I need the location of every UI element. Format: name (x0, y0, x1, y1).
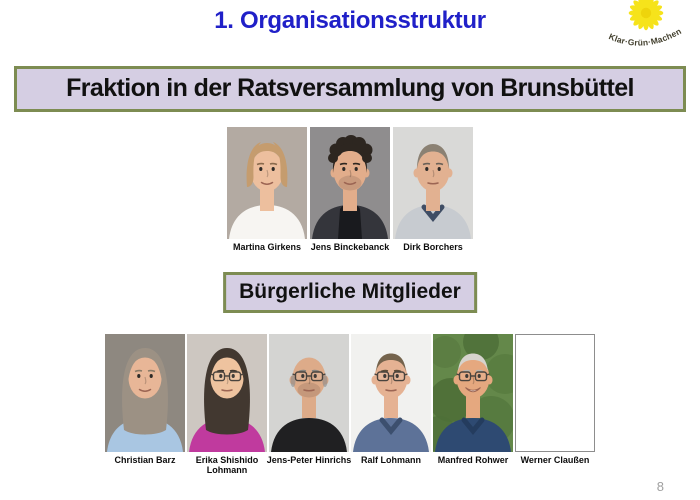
fraktion-header-box (14, 66, 686, 112)
member-name: Jens-Peter Hinrichs (266, 455, 352, 465)
buergerliche-photo-row (0, 334, 700, 476)
member-name: Manfred Rohwer (437, 455, 509, 465)
member-photo (105, 334, 185, 452)
logo-motto-text: Klar·Grün·Machen (607, 25, 684, 48)
buergerliche-header-label: Bürgerliche Mitglieder (239, 280, 461, 303)
party-sunflower-logo (594, 0, 694, 66)
member-name: Erika Shishido Lohmann (195, 455, 259, 476)
member-name: Jens Binckebanck (310, 242, 390, 252)
member-card (351, 334, 431, 476)
slide-title: 1. Organisationsstruktur (214, 7, 486, 34)
member-card (433, 334, 513, 476)
member-photo (351, 334, 431, 452)
member-photo (393, 127, 473, 239)
member-photo (269, 334, 349, 452)
member-card (393, 127, 473, 252)
member-card (227, 127, 307, 252)
member-name: Ralf Lohmann (361, 455, 421, 465)
member-photo (433, 334, 513, 452)
buergerliche-header-box (223, 272, 477, 313)
sunflower-center (641, 8, 651, 18)
member-name: Christian Barz (114, 455, 176, 465)
member-card (187, 334, 267, 476)
member-card (310, 127, 390, 252)
member-photo-placeholder (515, 334, 595, 452)
member-card (266, 334, 352, 476)
member-photo (227, 127, 307, 239)
fraktion-photo-row (0, 127, 700, 252)
member-name: Dirk Borchers (403, 242, 463, 252)
member-name: Martina Girkens (232, 242, 302, 252)
member-name: Werner Claußen (520, 455, 590, 465)
page-number: 8 (656, 479, 664, 494)
member-photo (310, 127, 390, 239)
member-photo (187, 334, 267, 452)
member-card (105, 334, 185, 476)
fraktion-header-label: Fraktion in der Ratsversammlung von Brunsbüttel (66, 74, 634, 102)
member-card (515, 334, 595, 476)
